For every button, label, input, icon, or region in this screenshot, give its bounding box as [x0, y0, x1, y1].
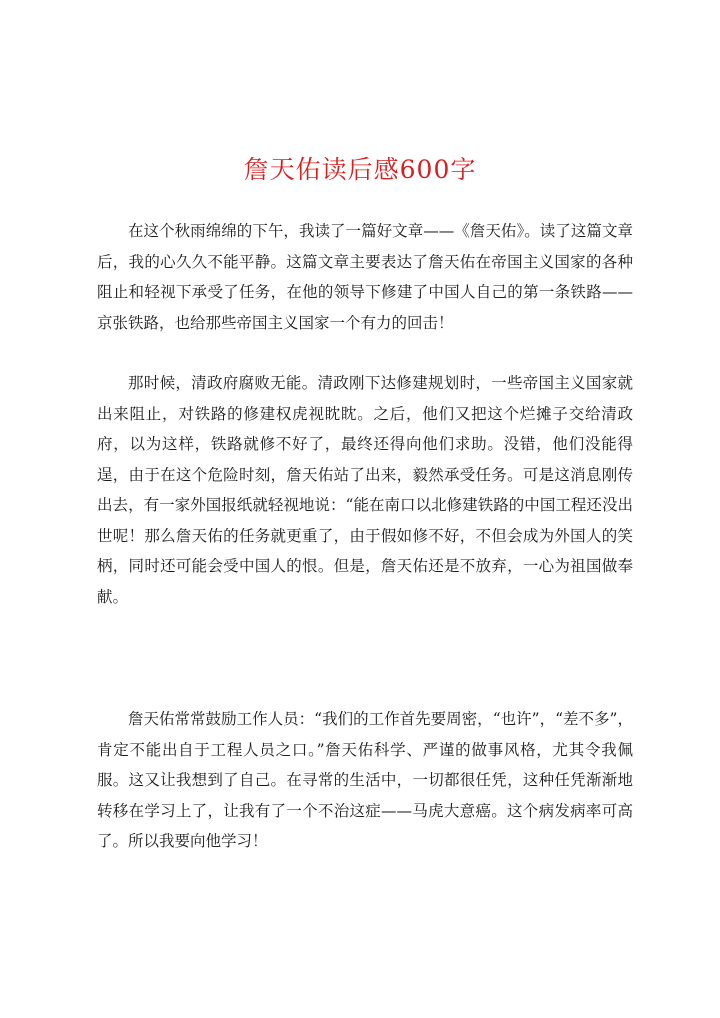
paragraph-2: 那时候，清政府腐败无能。清政刚下达修建规划时，一些帝国主义国家就出来阻止，对铁路的修建权虎视眈眈。之后，他们又把这个烂摊子交给清政府，以为这样，铁路就修不好了，最终还得向他们求助。没错，他们没能得逞，由于在这个危险时刻，詹天佑站了出来，毅然承受任务。可是这消息刚传出去，有一家外国报纸就轻视地说：“能在南口以北修建铁路的中国工程还没出世呢！那么詹天佑的任务就更重了，由于假如修不好，不但会成为外国人的笑柄，同时还可能会受中国人的恨。但是，詹天佑还是不放弃，一心为祖国做奉献。: [97, 374, 633, 606]
paragraph-3: 詹天佑常常鼓励工作人员：“我们的工作首先要周密，“也许”，“差不多”，肯定不能出自于工程人员之口。”詹天佑科学、严谨的做事风格，尤其令我佩服。这又让我想到了自己。在寻常的生活中，一切都很任凭，这种任凭渐渐地转移在学习上了，让我有了一个不治这症——马虎大意癌。这个病发病率可高了。所以我要向他学习！: [97, 710, 633, 850]
paragraph-3-block: [97, 704, 633, 857]
paragraph-1-block: [97, 216, 633, 338]
paragraph-1: 在这个秋雨绵绵的下午，我读了一篇好文章——《詹天佑》。读了这篇文章后，我的心久久不能平静。这篇文章主要表达了詹天佑在帝国主义国家的各种阻止和轻视下承受了任务，在他的领导下修建了中国人自己的第一条铁路——京张铁路，也给那些帝国主义国家一个有力的回击！: [97, 222, 633, 332]
document-title: 詹天佑读后感600字: [243, 155, 477, 184]
paragraph-2-block: [97, 368, 633, 612]
